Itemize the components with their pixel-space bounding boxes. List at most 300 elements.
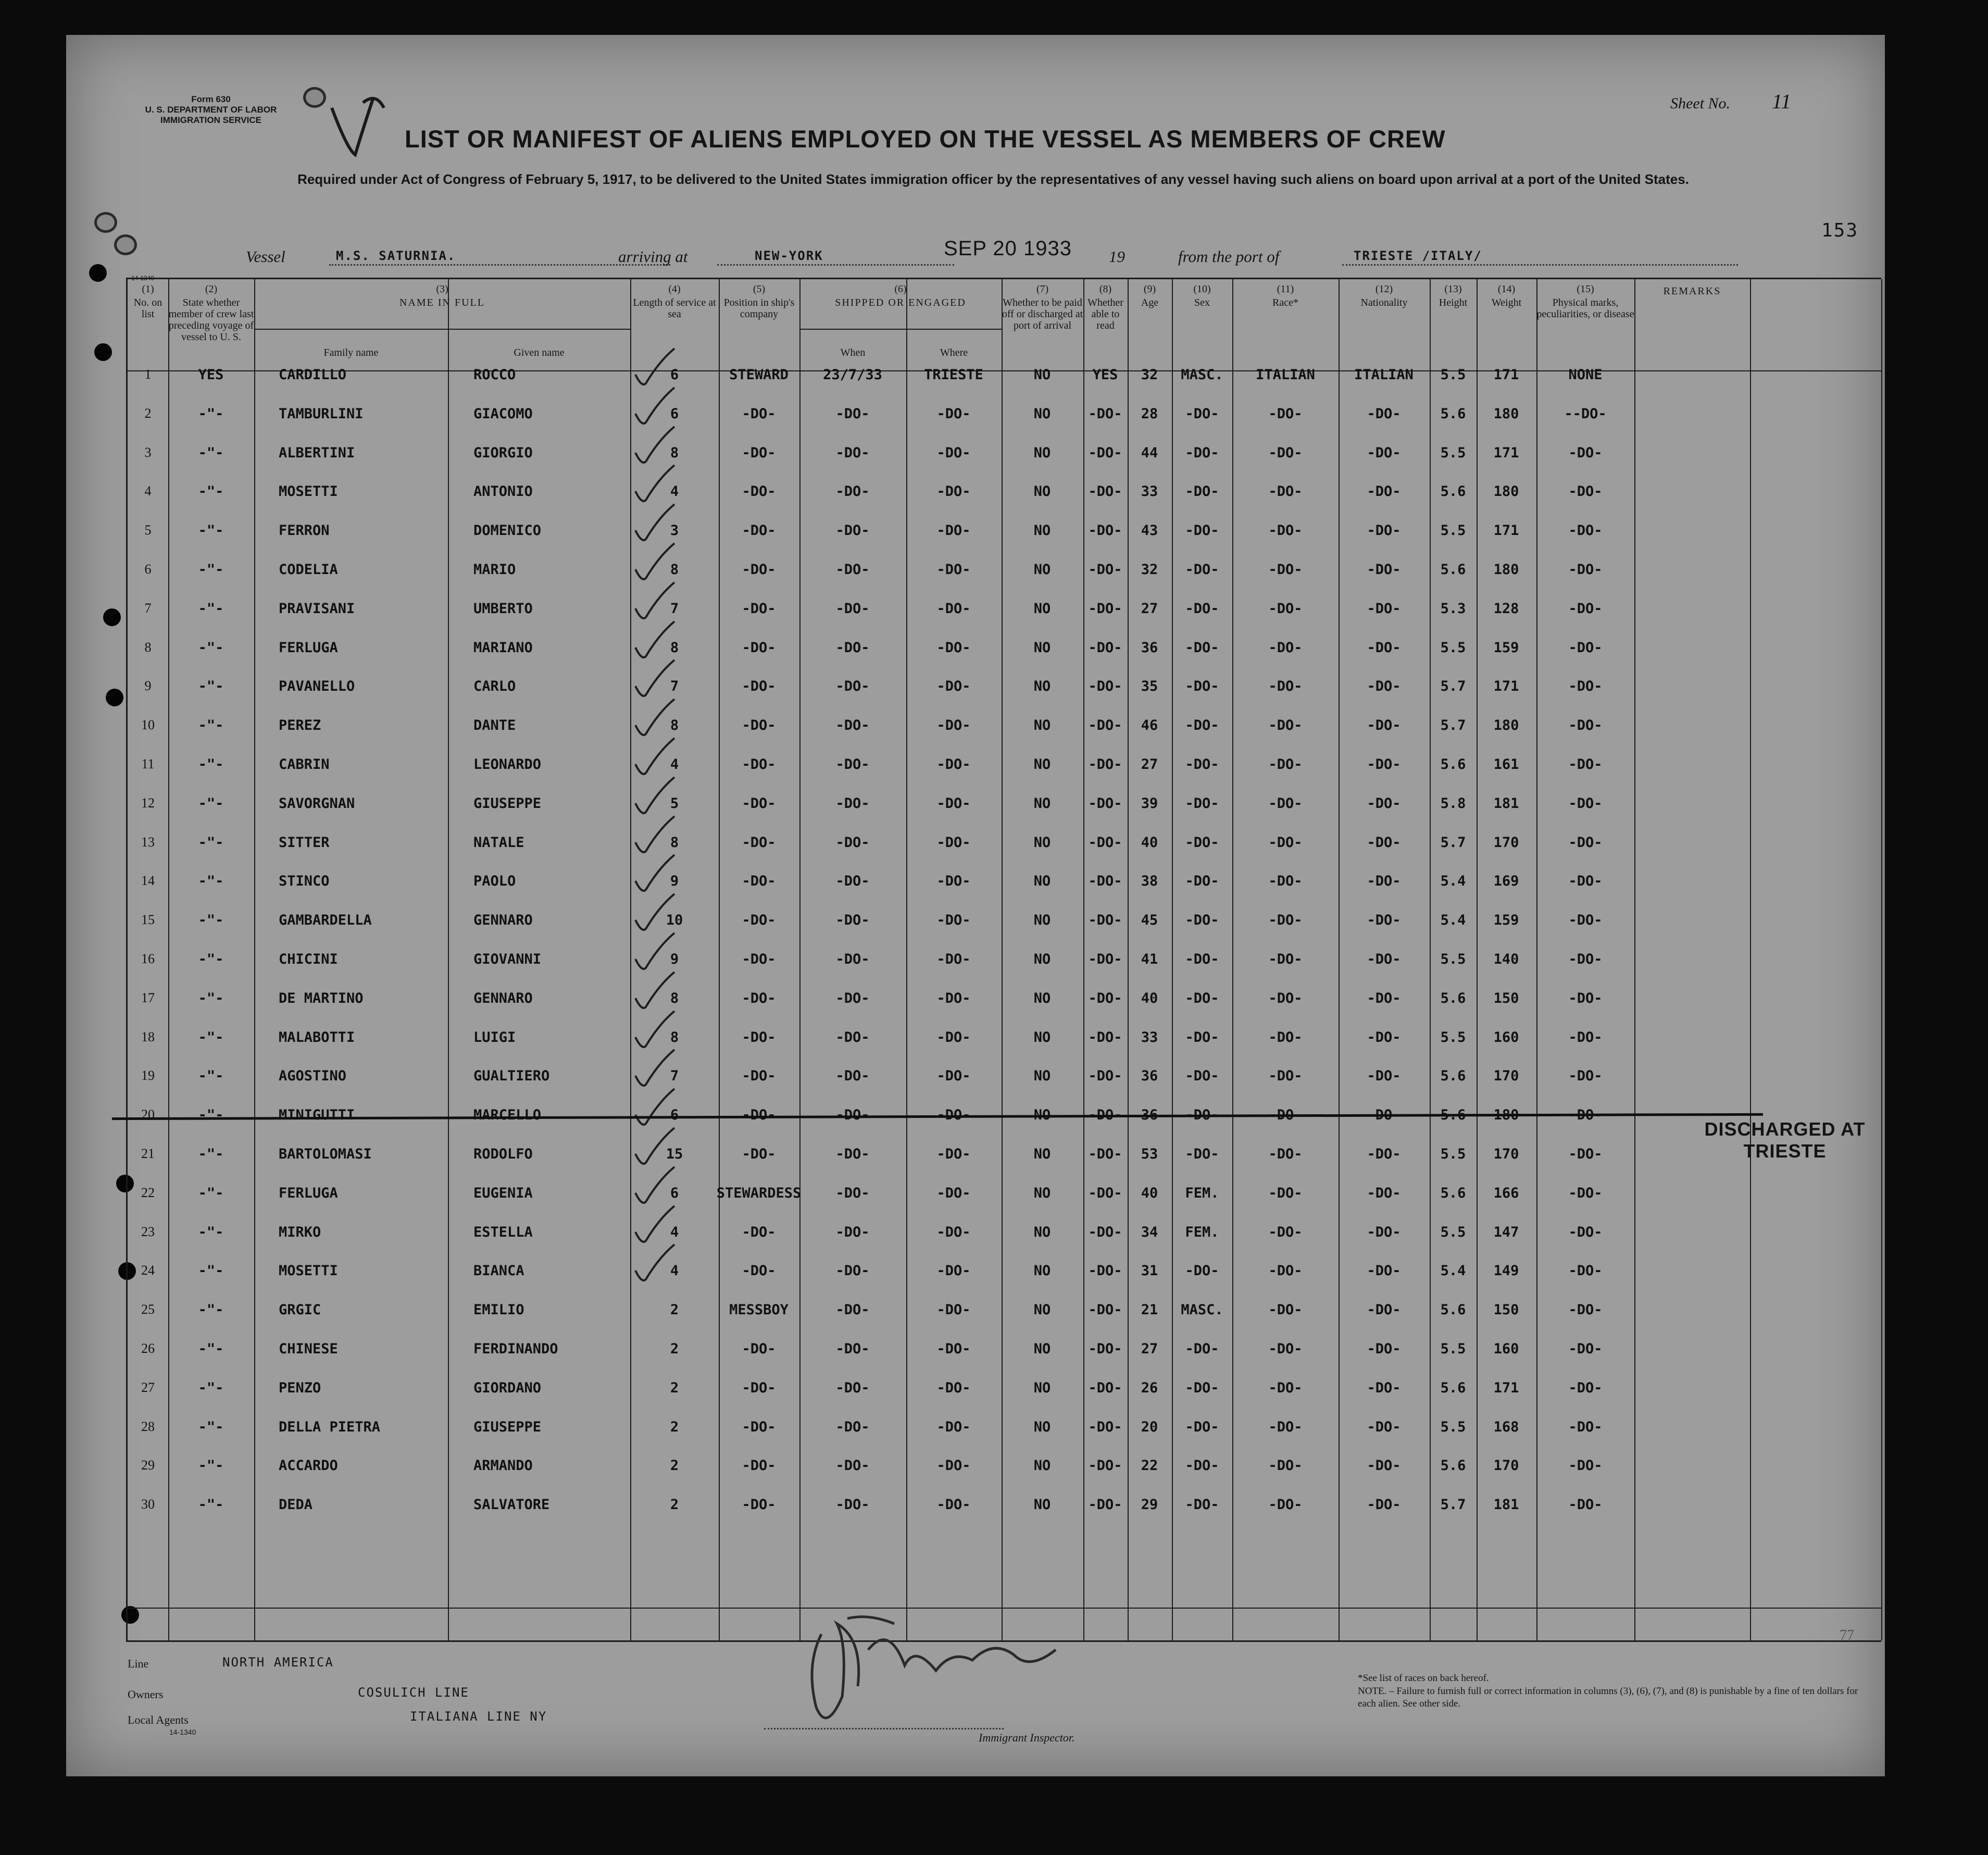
table-cell: -DO- [1088, 834, 1122, 851]
table-cell: -DO- [936, 1497, 971, 1513]
table-cell: 32 [1141, 562, 1158, 578]
table-cell: TAMBURLINI [279, 405, 364, 422]
column-label: Height [1439, 297, 1468, 308]
table-cell: -DO- [936, 639, 971, 656]
table-cell: DELLA PIETRA [279, 1418, 381, 1435]
table-cell: -DO- [1568, 1379, 1603, 1396]
table-cell: -DO- [1088, 639, 1122, 656]
table-cell: 29 [1141, 1497, 1158, 1513]
vessel-label: Vessel [246, 247, 285, 266]
column-divider [719, 279, 720, 1640]
table-cell: -DO- [936, 1224, 971, 1240]
table-cell: -DO- [835, 1302, 870, 1318]
table-cell: -DO- [835, 1068, 870, 1085]
table-cell: MASC. [1181, 367, 1223, 383]
table-cell: 8 [670, 834, 679, 851]
column-divider [1339, 279, 1340, 1640]
table-cell: -DO- [742, 678, 776, 695]
column-label: REMARKS [1663, 285, 1721, 297]
table-cell: STEWARD [729, 367, 789, 383]
table-cell: CHICINI [279, 951, 338, 967]
table-cell: 12 [141, 795, 155, 811]
table-cell: -DO- [1268, 1224, 1303, 1240]
table-cell: PRAVISANI [279, 600, 355, 617]
column-number: (11) [1277, 283, 1294, 295]
table-cell: MALABOTTI [279, 1029, 355, 1045]
table-cell: NATALE [473, 834, 524, 851]
column-label: State whether member of crew last preceding voyage of vessel to U. S. [168, 297, 254, 343]
table-cell: 14 [141, 873, 155, 889]
table-cell: -DO- [742, 1379, 776, 1396]
table-cell: MINIGUTTI [279, 1107, 355, 1124]
table-cell: AGOSTINO [279, 1068, 347, 1085]
table-cell: 5.5 [1440, 1146, 1466, 1162]
table-cell: ANTONIO [473, 483, 533, 500]
table-cell: 27 [1141, 1341, 1158, 1357]
table-cell: 4 [670, 1224, 679, 1240]
table-cell: -DO- [742, 1418, 776, 1435]
table-cell: DEDA [279, 1497, 313, 1513]
table-cell: 46 [1141, 717, 1158, 734]
table-cell: SITTER [279, 834, 330, 851]
table-cell: 9 [670, 873, 679, 890]
table-cell: 21 [1141, 1302, 1158, 1318]
table-cell: -DO- [835, 405, 870, 422]
binder-ring [94, 212, 117, 233]
table-cell: NO [1033, 795, 1051, 812]
table-cell: -DO- [1185, 873, 1219, 890]
table-cell: -DO- [1367, 756, 1401, 773]
table-cell: 2 [670, 1418, 679, 1435]
table-cell: -DO- [1088, 1185, 1122, 1201]
table-cell: PEREZ [279, 717, 321, 734]
table-cell: -DO- [835, 795, 870, 812]
table-cell: -DO- [936, 1341, 971, 1357]
table-cell: -DO- [1088, 1341, 1122, 1357]
table-cell: -DO- [1568, 1029, 1603, 1045]
table-cell: -DO- [742, 1029, 776, 1045]
table-cell: NO [1033, 951, 1051, 967]
table-cell: -DO- [1185, 1068, 1219, 1085]
table-cell: -DO- [1367, 405, 1401, 422]
table-cell: -DO- [1185, 483, 1219, 500]
table-cell: SAVORGNAN [279, 795, 355, 812]
table-cell: -DO- [1367, 1379, 1401, 1396]
table-cell: 27 [1141, 756, 1158, 773]
table-cell: -DO- [1568, 990, 1603, 1006]
table-cell: NO [1033, 1146, 1051, 1162]
table-cell: -DO- [1088, 1029, 1122, 1045]
table-cell: -DO- [1367, 1497, 1401, 1513]
table-cell: -DO- [1268, 1497, 1303, 1513]
table-cell: CARDILLO [279, 367, 347, 383]
table-cell: -DO- [742, 834, 776, 851]
table-cell: -DO- [1185, 990, 1219, 1006]
table-cell: 4 [670, 1263, 679, 1279]
document-subtitle: Required under Act of Congress of February 5, 1917, to be delivered to the United States immigration officer by the representatives of any vessel having such aliens on board upon arrival at a port of the United States. [297, 171, 1689, 187]
table-cell: -DO- [835, 1458, 870, 1474]
column-number: (12) [1375, 283, 1393, 295]
table-cell: 33 [1141, 1029, 1158, 1045]
table-cell: STINCO [279, 873, 330, 890]
table-cell: -DO- [936, 678, 971, 695]
table-cell: -DO- [936, 795, 971, 812]
table-cell: -DO- [1088, 990, 1122, 1006]
table-cell: 170 [1493, 1458, 1519, 1474]
sheet-label: Sheet No. [1670, 95, 1730, 112]
table-cell: -DO- [1367, 1263, 1401, 1279]
table-cell: -DO- [1568, 1341, 1603, 1357]
table-cell: -DO- [835, 678, 870, 695]
table-cell: 2 [670, 1458, 679, 1474]
column-label: Whether to be paid off or discharged at port of arrival [1002, 297, 1083, 331]
table-cell: -DO- [1268, 1029, 1303, 1045]
column-number: (4) [668, 283, 681, 295]
table-cell: -DO- [1367, 795, 1401, 812]
table-cell: -DO- [936, 1146, 971, 1162]
column-divider [906, 279, 907, 1640]
table-cell: -DO- [742, 990, 776, 1006]
table-cell: GIACOMO [473, 405, 533, 422]
table-cell: -DO- [1568, 795, 1603, 812]
table-cell: 5.3 [1440, 600, 1466, 617]
table-cell: -DO- [1268, 1418, 1303, 1435]
table-cell: 5.6 [1440, 1107, 1466, 1124]
table-cell: -DO- [1088, 600, 1122, 617]
table-cell: -DO- [1268, 951, 1303, 967]
table-cell: 15 [141, 912, 155, 928]
department-name: U. S. DEPARTMENT OF LABOR [145, 105, 277, 115]
table-cell: 35 [1141, 678, 1158, 695]
table-cell: NO [1033, 522, 1051, 539]
table-cell: 171 [1493, 522, 1519, 539]
table-cell: -DO- [1367, 1107, 1401, 1124]
table-cell: -"- [198, 1458, 224, 1474]
form-number: Form 630 [191, 94, 231, 104]
table-cell: -DO- [1568, 1107, 1603, 1124]
table-cell: -DO- [936, 1458, 971, 1474]
table-cell: -DO- [1367, 562, 1401, 578]
table-cell: -"- [198, 1379, 224, 1396]
table-cell: 5.8 [1440, 795, 1466, 812]
table-cell: ITALIAN [1354, 367, 1414, 383]
table-cell: 5.5 [1440, 444, 1466, 461]
table-cell: 39 [1141, 795, 1158, 812]
table-cell: CABRIN [279, 756, 330, 773]
column-header [1339, 283, 1430, 308]
column-header [1634, 283, 1750, 297]
table-cell: -DO- [1268, 444, 1303, 461]
table-cell: -DO- [742, 600, 776, 617]
table-cell: 2 [670, 1341, 679, 1357]
table-cell: 36 [1141, 1068, 1158, 1085]
column-label: SHIPPED OR ENGAGED [835, 297, 966, 308]
table-cell: -DO- [1367, 483, 1401, 500]
table-cell: -DO- [1568, 912, 1603, 929]
table-cell: 5.4 [1440, 1263, 1466, 1279]
table-cell: -DO- [1568, 562, 1603, 578]
header-divider [128, 370, 1881, 371]
table-cell: 28 [1141, 405, 1158, 422]
column-divider [1750, 279, 1751, 1640]
table-cell: -DO- [1185, 405, 1219, 422]
table-cell: FERLUGA [279, 639, 338, 656]
table-cell: 6 [670, 1107, 679, 1124]
penalty-note: NOTE. – Failure to furnish full or correct information in columns (3), (6), (7), and (8) is punishable by a fine of ten dollars for each alien. See other side. [1358, 1686, 1858, 1709]
table-cell: -DO- [1268, 717, 1303, 734]
table-cell: -"- [198, 1418, 224, 1435]
table-cell: 21 [141, 1146, 155, 1161]
table-cell: -DO- [1088, 678, 1122, 695]
table-cell: -DO- [1568, 639, 1603, 656]
table-cell: 41 [1141, 951, 1158, 967]
table-cell: 5.7 [1440, 1497, 1466, 1513]
table-cell: FERLUGA [279, 1185, 338, 1201]
table-cell: -DO- [835, 1497, 870, 1513]
table-cell: 5 [670, 795, 679, 812]
table-cell: 9 [670, 951, 679, 967]
subcolumn-label-where: Where [940, 347, 968, 358]
table-cell: ITALIAN [1256, 367, 1315, 383]
table-cell: -DO- [1367, 1341, 1401, 1357]
table-cell: 43 [1141, 522, 1158, 539]
table-cell: 6 [144, 562, 152, 577]
table-cell: -DO- [1268, 1185, 1303, 1201]
table-cell: 180 [1493, 405, 1519, 422]
service-name: IMMIGRATION SERVICE [160, 115, 261, 125]
table-cell: -DO- [1568, 522, 1603, 539]
table-cell: DOMENICO [473, 522, 542, 539]
table-cell: -DO- [1268, 639, 1303, 656]
table-cell: -DO- [1088, 795, 1122, 812]
table-cell: -DO- [835, 1418, 870, 1435]
table-cell: -DO- [835, 1379, 870, 1396]
table-cell: -DO- [835, 1263, 870, 1279]
table-cell: -DO- [1088, 562, 1122, 578]
table-cell: -DO- [936, 444, 971, 461]
table-cell: 150 [1493, 990, 1519, 1006]
table-cell: 5.5 [1440, 522, 1466, 539]
subheader-divider [799, 329, 1002, 330]
table-cell: -DO- [1568, 1263, 1603, 1279]
table-cell: -DO- [742, 912, 776, 929]
table-cell: -DO- [936, 756, 971, 773]
table-cell: 180 [1493, 483, 1519, 500]
table-cell: -"- [198, 600, 224, 617]
table-cell: -DO- [936, 990, 971, 1006]
table-cell: -"- [198, 1224, 224, 1240]
table-cell: -DO- [835, 912, 870, 929]
column-divider [1477, 279, 1478, 1640]
table-cell: -"- [198, 912, 224, 929]
column-header [1430, 283, 1477, 308]
date-stamp: SEP 20 1933 [944, 237, 1072, 260]
handwritten-mark [327, 87, 389, 160]
small-code: 14-1340 [131, 275, 155, 282]
table-cell: NO [1033, 1302, 1051, 1318]
column-label: Weight [1491, 297, 1522, 308]
table-cell: -DO- [1367, 444, 1401, 461]
table-cell: --DO- [1564, 405, 1607, 422]
table-cell: -DO- [742, 639, 776, 656]
table-cell: -DO- [1367, 990, 1401, 1006]
table-cell: 5.6 [1440, 1458, 1466, 1474]
table-cell: 22 [1141, 1458, 1158, 1474]
column-number: (7) [1036, 283, 1049, 295]
table-cell: 8 [670, 639, 679, 656]
column-number: (10) [1193, 283, 1211, 295]
table-cell: -DO- [1268, 834, 1303, 851]
table-cell: NO [1033, 1107, 1051, 1124]
table-cell: NO [1033, 1263, 1051, 1279]
table-cell: -DO- [936, 951, 971, 967]
table-cell: -DO- [1088, 951, 1122, 967]
table-cell: -DO- [835, 1224, 870, 1240]
table-cell: 22 [141, 1185, 155, 1200]
table-cell: PAOLO [473, 873, 516, 890]
column-header [630, 283, 719, 320]
table-cell: -DO- [1268, 756, 1303, 773]
table-cell: -DO- [1367, 1302, 1401, 1318]
table-cell: 40 [1141, 1185, 1158, 1201]
table-cell: -"- [198, 873, 224, 890]
table-cell: 53 [1141, 1146, 1158, 1162]
table-cell: -DO- [1088, 1107, 1122, 1124]
table-cell: 44 [1141, 444, 1158, 461]
table-cell: -DO- [1268, 600, 1303, 617]
punch-hole [89, 264, 107, 282]
table-cell: -"- [198, 717, 224, 734]
column-label: Age [1141, 297, 1159, 308]
table-cell: NO [1033, 405, 1051, 422]
table-cell: -DO- [1088, 522, 1122, 539]
table-cell: 159 [1493, 639, 1519, 656]
owners-value: COSULICH LINE [358, 1685, 469, 1700]
table-cell: 5.5 [1440, 1224, 1466, 1240]
table-cell: -DO- [835, 1341, 870, 1357]
table-cell: 8 [670, 1029, 679, 1045]
column-header [1128, 283, 1172, 308]
table-cell: -DO- [1367, 1068, 1401, 1085]
table-cell: BIANCA [473, 1263, 524, 1279]
punch-hole [106, 689, 123, 706]
table-cell: NO [1033, 1458, 1051, 1474]
column-label: NAME IN FULL [399, 297, 485, 308]
table-cell: MIRKO [279, 1224, 321, 1240]
table-cell: -DO- [1268, 1302, 1303, 1318]
table-cell: NO [1033, 756, 1051, 773]
table-cell: 36 [1141, 1107, 1158, 1124]
table-cell: NO [1033, 1068, 1051, 1085]
column-number: (3) [436, 283, 448, 295]
table-cell: -DO- [936, 1107, 971, 1124]
table-cell: 28 [141, 1418, 155, 1434]
table-cell: 5.6 [1440, 1302, 1466, 1318]
table-cell: NONE [1568, 367, 1603, 383]
column-divider [799, 279, 801, 1640]
table-cell: -DO- [835, 873, 870, 890]
table-cell: -DO- [1088, 1497, 1122, 1513]
table-cell: -DO- [1088, 1379, 1122, 1396]
table-cell: GIORGIO [473, 444, 533, 461]
table-cell: -DO- [1568, 1224, 1603, 1240]
year-label: 19 [1109, 247, 1125, 266]
table-cell: 6 [670, 405, 679, 422]
table-cell: -DO- [1568, 951, 1603, 967]
column-number: (14) [1497, 283, 1516, 295]
table-cell: -DO- [1367, 951, 1401, 967]
table-cell: TRIESTE [924, 367, 983, 383]
table-cell: 5.7 [1440, 678, 1466, 695]
table-cell: -DO- [1185, 1341, 1219, 1357]
table-cell: -DO- [1088, 1068, 1122, 1085]
document-title: LIST OR MANIFEST OF ALIENS EMPLOYED ON THE VESSEL AS MEMBERS OF CREW [405, 125, 1446, 153]
table-cell: GUALTIERO [473, 1068, 550, 1085]
table-cell: -DO- [936, 912, 971, 929]
table-cell: -"- [198, 756, 224, 773]
table-cell: -DO- [936, 1379, 971, 1396]
table-cell: GAMBARDELLA [279, 912, 372, 929]
column-label: Physical marks, peculiarities, or disease [1536, 297, 1634, 320]
table-cell: -DO- [1568, 1068, 1603, 1085]
table-cell: 150 [1493, 1302, 1519, 1318]
table-cell: -DO- [1268, 678, 1303, 695]
table-cell: 160 [1493, 1029, 1519, 1045]
table-cell: -"- [198, 1185, 224, 1201]
table-cell: -DO- [1367, 717, 1401, 734]
table-cell: 19 [141, 1068, 155, 1084]
table-cell: -DO- [1268, 1458, 1303, 1474]
column-header [1172, 283, 1232, 308]
table-cell: NO [1033, 834, 1051, 851]
table-cell: -DO- [1568, 600, 1603, 617]
line-value: NORTH AMERICA [222, 1655, 334, 1670]
table-cell: -DO- [1185, 912, 1219, 929]
table-cell: 30 [141, 1497, 155, 1512]
table-cell: -DO- [1088, 1302, 1122, 1318]
table-cell: NO [1033, 717, 1051, 734]
table-cell: -DO- [1088, 756, 1122, 773]
table-cell: 170 [1493, 834, 1519, 851]
table-cell: -DO- [835, 834, 870, 851]
column-divider [1881, 279, 1882, 1640]
table-cell: -DO- [1185, 1458, 1219, 1474]
table-cell: -DO- [1268, 1341, 1303, 1357]
table-cell: 5.4 [1440, 912, 1466, 929]
column-label: Race* [1272, 297, 1298, 308]
table-cell: EUGENIA [473, 1185, 533, 1201]
table-cell: -DO- [1367, 600, 1401, 617]
table-cell: MARIANO [473, 639, 533, 656]
table-cell: YES [1092, 367, 1118, 383]
table-cell: -DO- [936, 834, 971, 851]
subheader-divider [254, 329, 630, 330]
table-cell: 26 [141, 1341, 155, 1356]
column-number: (5) [753, 283, 766, 295]
table-cell: DANTE [473, 717, 516, 734]
table-cell: -"- [198, 1302, 224, 1318]
table-cell: -DO- [1088, 873, 1122, 890]
column-number: (13) [1444, 283, 1462, 295]
table-cell: NO [1033, 678, 1051, 695]
table-cell: -DO- [1185, 717, 1219, 734]
table-cell: 33 [1141, 483, 1158, 500]
table-cell: NO [1033, 1497, 1051, 1513]
table-cell: ALBERTINI [279, 444, 355, 461]
table-cell: -"- [198, 1497, 224, 1513]
table-cell: -DO- [835, 600, 870, 617]
table-cell: -DO- [1568, 483, 1603, 500]
